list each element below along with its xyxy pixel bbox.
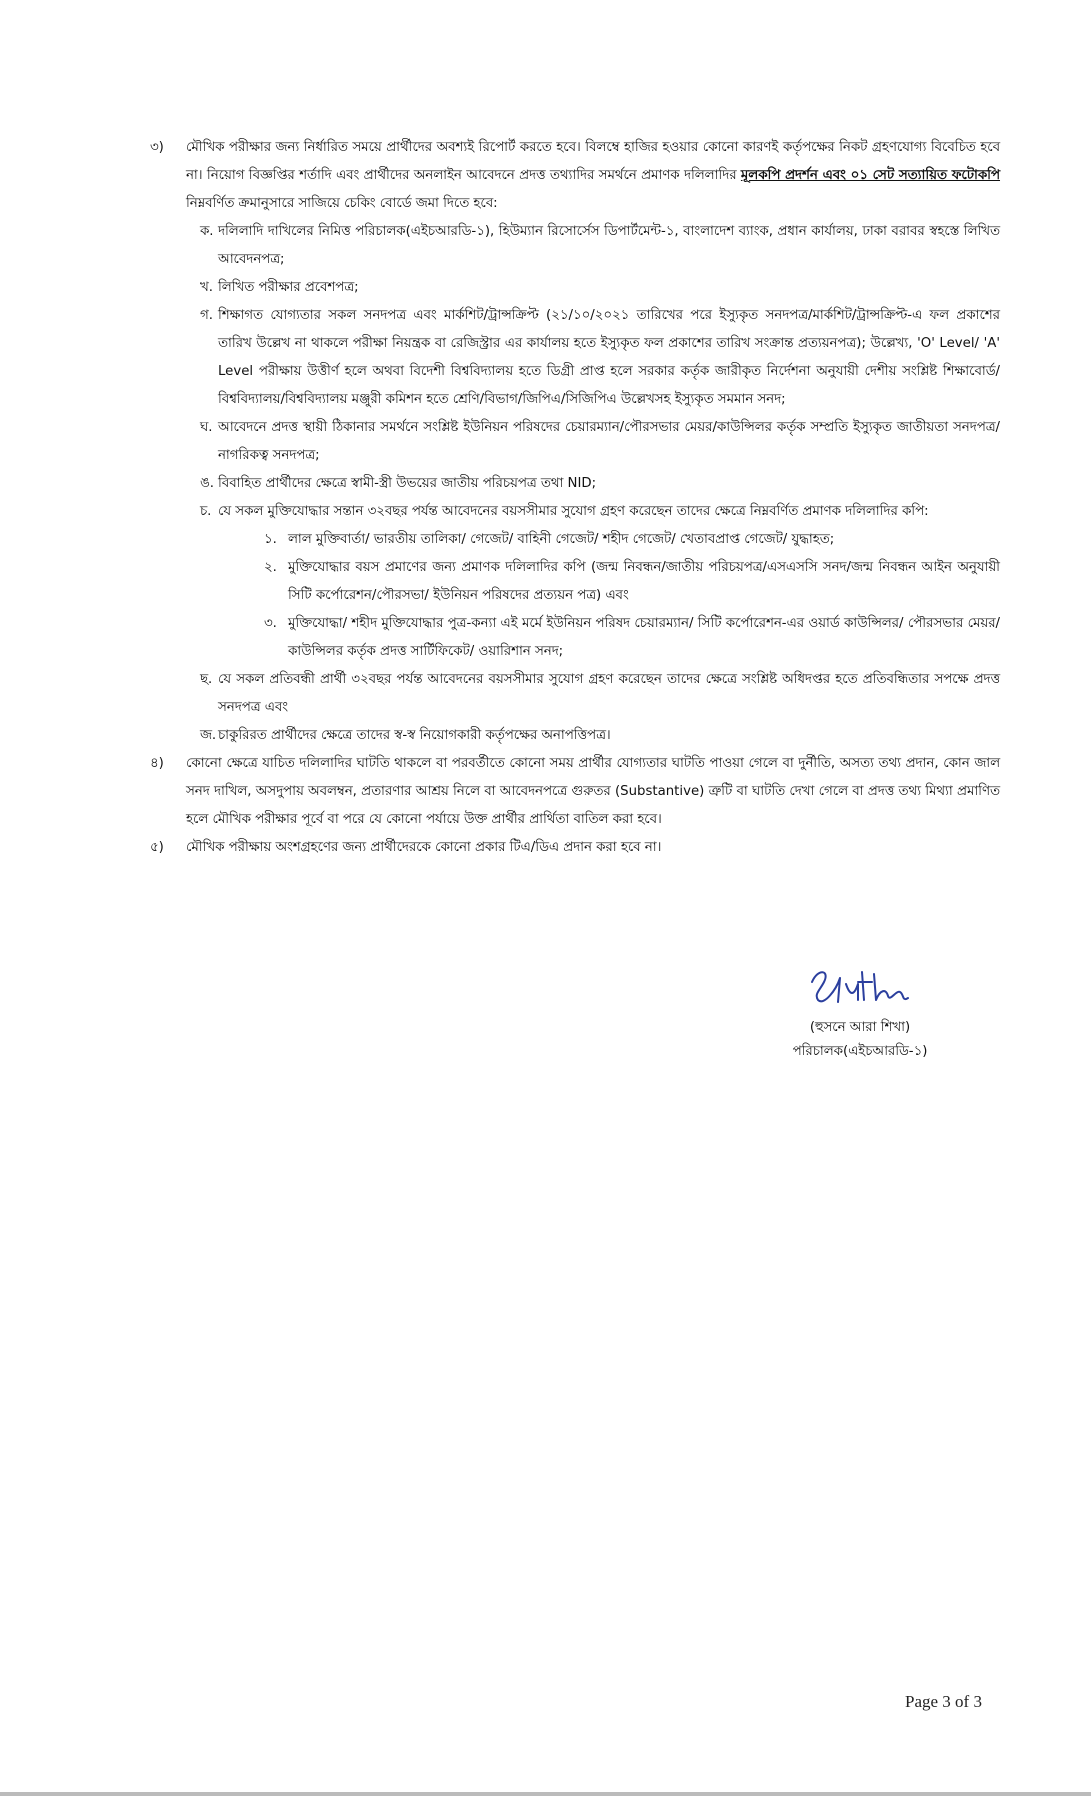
document-body [150, 134, 1000, 862]
item-3-emphasis: মূলকপি প্রদর্শন এবং ০১ সেট সত্যায়িত ফটোকপি [740, 168, 1001, 183]
sub-item-ga [150, 302, 1000, 414]
item-number: ৪) [150, 756, 164, 771]
sub-item-cha [150, 498, 1000, 526]
item-5 [150, 834, 1000, 862]
nested-item-label: ১. [264, 532, 277, 547]
sub-item-ja [150, 722, 1000, 750]
nested-item-1 [150, 526, 1000, 554]
sub-item-text: চাকুরিরত প্রার্থীদের ক্ষেত্রে তাদের স্ব-স্ব নিয়োগকারী কর্তৃপক্ষের অনাপত্তিপত্র। [218, 728, 611, 743]
nested-item-text: মুক্তিযোদ্ধার বয়স প্রমাণের জন্য প্রমাণক দলিলাদির কপি (জন্ম নিবন্ধন/জাতীয় পরিচয়পত্র/এসএসসি সনদ/জন্ম নিবন্ধন আইন অনুযায়ী সিটি কর্পোরেশন/পৌরসভা/ ইউনিয়ন পরিষদের প্রত্যয়ন পত্র) এবং [288, 560, 1000, 603]
nested-item-text: লাল মুক্তিবার্তা/ ভারতীয় তালিকা/ গেজেট/ বাহিনী গেজেট/ শহীদ গেজেট/ খেতাবপ্রাপ্ত গেজেট/ যুদ্ধাহত; [288, 532, 835, 547]
item-3-text-a: মৌখিক পরীক্ষার জন্য নির্ধারিত সময়ে প্রার্থীদের অবশ্যই রিপোর্ট করতে হবে। বিলম্বে হাজির হওয়ার কোনো কারণই কর্তৃপক্ষের নিকট গ্রহণযোগ্য বিবেচিত হবে না। নিয়োগ বিজ্ঞপ্তির শর্তাদি এবং প্রার্থীদের অনলাইন আবেদনে প্রদত্ত তথ্যাদির সমর্থনে প্রমাণক দলিলাদির [186, 140, 1000, 183]
signatory-designation: পরিচালক(এইচআরডি-১) [792, 1044, 928, 1059]
sub-item-text: যে সকল মুক্তিযোদ্ধার সন্তান ৩২বছর পর্যন্ত আবেদনের বয়সসীমার সুযোগ গ্রহণ করেছেন তাদের ক্ষেত্রে নিম্নবর্ণিত প্রমাণক দলিলাদির কপি: [218, 504, 929, 519]
item-number: ৫) [150, 840, 164, 855]
sub-item-text: লিখিত পরীক্ষার প্রবেশপত্র; [218, 280, 359, 295]
sub-item-label: খ. [200, 280, 213, 295]
sub-item-chha [150, 666, 1000, 722]
sub-item-label: জ. [200, 728, 217, 743]
item-number: ৩) [150, 140, 164, 155]
sub-item-kha [150, 274, 1000, 302]
scan-edge-divider [0, 1792, 1091, 1796]
sub-item-label: গ. [200, 308, 213, 323]
nested-item-label: ২. [264, 560, 277, 575]
sub-item-ka [150, 218, 1000, 274]
sub-item-text: বিবাহিত প্রার্থীদের ক্ষেত্রে স্বামী-স্ত্রী উভয়ের জাতীয় পরিচয়পত্র তথা NID; [218, 476, 597, 491]
item-3 [150, 134, 1000, 218]
item-4-text: কোনো ক্ষেত্রে যাচিত দলিলাদির ঘাটতি থাকলে বা পরবর্তীতে কোনো সময় প্রার্থীর যোগ্যতার ঘাটতি পাওয়া গেলে বা দুর্নীতি, অসত্য তথ্য প্রদান, কোন জাল সনদ দাখিল, অসদুপায় অবলম্বন, প্রতারণার আশ্রয় নিলে বা আবেদনপত্রে গুরুতর (Substantive) ত্রুটি বা ঘাটতি দেখা গেলে বা প্রদত্ত তথ্য মিথ্যা প্রমাণিত হলে মৌখিক পরীক্ষার পূর্বে বা পরে যে কোনো পর্যায়ে উক্ত প্রার্থীর প্রার্থিতা বাতিল করা হবে। [186, 756, 1000, 827]
sub-item-label: ছ. [200, 672, 213, 687]
item-3-text-c: নিম্নবর্ণিত ক্রমানুসারে সাজিয়ে চেকিং বোর্ডে জমা দিতে হবে: [186, 196, 498, 211]
sub-item-label: ঘ. [200, 420, 213, 435]
sub-item-uo [150, 470, 1000, 498]
sub-item-text: আবেদনে প্রদত্ত স্থায়ী ঠিকানার সমর্থনে সংশ্লিষ্ট ইউনিয়ন পরিষদের চেয়ারম্যান/পৌরসভার মেয়র/কাউন্সিলর কর্তৃক সম্প্রতি ইস্যুকৃত জাতীয়তা সনদপত্র/নাগরিকত্ব সনদপত্র; [218, 420, 1000, 463]
handwritten-signature-icon [800, 960, 920, 1010]
sub-item-label: চ. [200, 504, 212, 519]
sub-item-label: ঙ. [200, 476, 214, 491]
page-number: Page 3 of 3 [905, 1692, 982, 1711]
signatory-name: (হুসনে আরা শিখা) [809, 1020, 911, 1035]
sub-item-text: দলিলাদি দাখিলের নিমিত্ত পরিচালক(এইচআরডি-১), হিউম্যান রিসোর্সেস ডিপার্টমেন্ট-১, বাংলাদেশ ব্যাংক, প্রধান কার্যালয়, ঢাকা বরাবর স্বহস্তে লিখিত আবেদনপত্র; [218, 224, 1000, 267]
nested-item-2 [150, 554, 1000, 610]
sub-item-text: যে সকল প্রতিবন্ধী প্রার্থী ৩২বছর পর্যন্ত আবেদনের বয়সসীমার সুযোগ গ্রহণ করেছেন তাদের ক্ষেত্রে সংশ্লিষ্ট অধিদপ্তর হতে প্রতিবন্ধিতার সপক্ষে প্রদত্ত সনদপত্র এবং [218, 672, 1000, 715]
sub-item-text: শিক্ষাগত যোগ্যতার সকল সনদপত্র এবং মার্কশিট/ট্রান্সক্রিপ্ট (২১/১০/২০২১ তারিখের পরে ইস্যুকৃত সনদপত্র/মার্কশিট/ট্রান্সক্রিপ্ট-এ ফল প্রকাশের তারিখ উল্লেখ না থাকলে পরীক্ষা নিয়ন্ত্রক বা রেজিস্ট্রার এর কার্যালয় হতে ইস্যুকৃত ফল প্রকাশের তারিখ সংক্রান্ত প্রত্যয়নপত্র); উল্লেখ্য, 'O' Level/ 'A' Level পরীক্ষায় উত্তীর্ণ হলে অথবা বিদেশী বিশ্ববিদ্যালয় হতে ডিগ্রী প্রাপ্ত হলে সরকার কর্তৃক জারীকৃত নির্দেশনা অনুযায়ী দেশীয় সংশ্লিষ্ট শিক্ষাবোর্ড/বিশ্ববিদ্যালয়/বিশ্ববিদ্যালয় মঞ্জুরী কমিশন হতে শ্রেণি/বিভাগ/জিপিএ/সিজিপিএ উল্লেখসহ ইস্যুকৃত সমমান সনদ; [218, 308, 1000, 407]
signature-block [740, 960, 980, 1064]
item-4 [150, 750, 1000, 834]
nested-item-label: ৩. [264, 616, 277, 631]
sub-item-label: ক. [200, 224, 214, 239]
nested-item-text: মুক্তিযোদ্ধা/ শহীদ মুক্তিযোদ্ধার পুত্র-কন্যা এই মর্মে ইউনিয়ন পরিষদ চেয়ারম্যান/ সিটি কর্পোরেশন-এর ওয়ার্ড কাউন্সিলর/ পৌরসভার মেয়র/ কাউন্সিলর কর্তৃক প্রদত্ত সার্টিফিকেট/ ওয়ারিশান সনদ; [288, 616, 1000, 659]
nested-item-3 [150, 610, 1000, 666]
item-5-text: মৌখিক পরীক্ষায় অংশগ্রহণের জন্য প্রার্থীদেরকে কোনো প্রকার টিএ/ডিএ প্রদান করা হবে না। [186, 840, 662, 855]
sub-item-gha [150, 414, 1000, 470]
